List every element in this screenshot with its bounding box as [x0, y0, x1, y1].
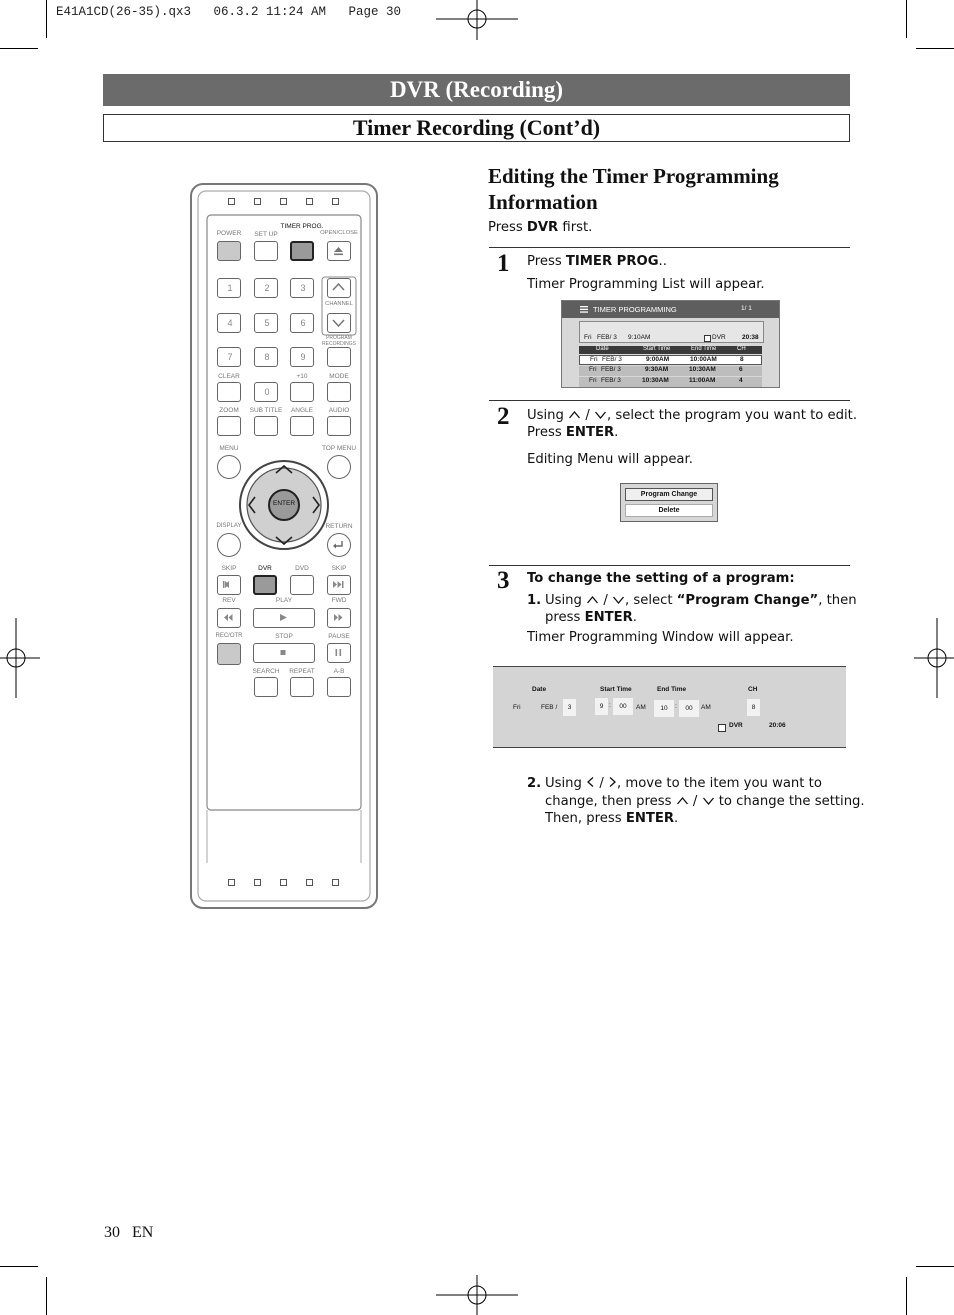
step3-sub1-text — [545, 592, 857, 610]
audio-button[interactable] — [327, 416, 351, 436]
clear-label: CLEAR — [218, 373, 240, 380]
page-language: EN — [132, 1224, 154, 1241]
fast-forward-icon — [328, 609, 349, 626]
timer-programming-window — [493, 666, 846, 748]
registration-mark-left — [0, 618, 40, 698]
cursor-down-icon — [594, 410, 607, 419]
menu-label: MENU — [219, 445, 239, 452]
divider — [489, 400, 850, 401]
dvr-indicator-icon — [704, 335, 711, 342]
row-end: 10:00AM — [690, 356, 717, 363]
sub1-select: , select — [624, 593, 677, 608]
dvr-indicator-icon — [718, 724, 726, 732]
number-label: 8 — [264, 352, 270, 362]
row-ch: 6 — [739, 366, 743, 373]
sub1-using: Using — [545, 593, 582, 608]
crop-mark — [0, 1266, 38, 1267]
ir-window-dot — [228, 198, 235, 205]
row-end: 10:30AM — [689, 366, 716, 373]
timer-prog-label: TIMER PROG. — [280, 223, 324, 230]
power-label: POWER — [216, 230, 242, 237]
col-ch: CH — [737, 346, 746, 352]
ir-window-dot — [280, 198, 287, 205]
dvd-button[interactable] — [290, 575, 314, 595]
ir-window-dot — [254, 198, 261, 205]
program-change-menu-item[interactable]: Program Change — [625, 488, 713, 501]
ir-window-dot — [280, 879, 287, 886]
open-close-label: OPEN/CLOSE — [320, 230, 358, 236]
stop-label: STOP — [275, 633, 293, 640]
step3-sub2-num: 2. — [527, 776, 542, 791]
number-3-button[interactable] — [290, 278, 314, 298]
table-row[interactable] — [579, 355, 762, 365]
eject-icon — [328, 242, 349, 259]
start-hour-field[interactable]: 9 — [595, 698, 608, 715]
row-start: 10:30AM — [642, 377, 669, 384]
pause-icon — [328, 644, 349, 661]
remote-control-illustration — [190, 183, 378, 909]
top-menu-label: TOP MENU — [321, 445, 357, 452]
row-ch: 8 — [740, 356, 744, 363]
program-recordings-label: PROGRAM RECORDINGS — [322, 335, 356, 347]
list-header-row — [579, 346, 762, 354]
ab-button[interactable] — [327, 677, 351, 697]
audio-label: AUDIO — [328, 407, 350, 414]
current-day: Fri — [584, 334, 592, 341]
window-month: FEB / — [541, 704, 558, 711]
section-banner: DVR (Recording) — [103, 74, 850, 106]
number-8-button[interactable] — [254, 347, 278, 367]
ir-window-dot — [228, 879, 235, 886]
rec-otr-label: REC/OTR — [215, 633, 243, 639]
step-number: 3 — [497, 567, 510, 594]
step3-sub2-line2 — [545, 793, 865, 811]
number-1-button[interactable] — [217, 278, 241, 298]
cursor-up-icon — [586, 595, 599, 604]
crop-mark — [906, 1277, 907, 1315]
sub1-dot: . — [632, 610, 637, 625]
cursor-down-icon — [702, 796, 715, 805]
editing-menu — [620, 483, 718, 522]
col-date: Date — [596, 346, 609, 352]
current-mode: DVR — [712, 334, 726, 341]
channel-down-button[interactable] — [327, 313, 351, 333]
dvd-label: DVD — [295, 565, 309, 572]
cursor-up-icon — [676, 796, 689, 805]
sub2-move: , move to the item you want to — [616, 776, 822, 791]
step2-note: Editing Menu will appear. — [527, 452, 693, 467]
ir-window-dot — [332, 198, 339, 205]
current-time: 9:10AM — [628, 334, 651, 341]
play-label: PLAY — [275, 597, 293, 604]
page-footer — [104, 1224, 153, 1242]
number-label: 1 — [227, 283, 233, 293]
row-day: Fri — [590, 356, 598, 363]
plus10-label: +10 — [296, 373, 308, 380]
window-col-start: Start Time — [600, 686, 632, 693]
ir-window-dot — [306, 198, 313, 205]
screen-title: TIMER PROGRAMMING — [593, 305, 677, 314]
pause-label: PAUSE — [328, 633, 350, 640]
mode-button[interactable] — [327, 382, 351, 402]
step2-press-pre: Press — [527, 425, 566, 440]
skip-back-button[interactable] — [217, 575, 241, 595]
step2-instruction — [527, 407, 857, 425]
skip-forward-icon — [328, 576, 349, 593]
window-day: Fri — [513, 704, 521, 711]
number-label: 3 — [300, 283, 306, 293]
step1-press-bold: TIMER PROG — [565, 254, 659, 269]
screen-title-bar — [562, 301, 779, 318]
crop-mark — [46, 0, 47, 38]
end-colon: : — [675, 703, 677, 710]
step3-sub2-line1 — [545, 775, 822, 793]
current-clock: 20:38 — [742, 334, 759, 341]
step2-select: , select the program you want to edit. — [606, 408, 858, 423]
sub2-to: to change the setting. — [714, 794, 865, 809]
number-9-button[interactable] — [290, 347, 314, 367]
dvr-button[interactable] — [253, 575, 277, 595]
step3-sub1-num: 1. — [527, 593, 542, 608]
fwd-label: FWD — [331, 597, 347, 604]
number-6-button[interactable] — [290, 313, 314, 333]
divider — [489, 247, 850, 248]
sub1-enter: ENTER — [584, 610, 633, 625]
delete-menu-item[interactable]: Delete — [625, 504, 713, 517]
ir-window-dot — [306, 879, 313, 886]
col-end-time: End Time — [691, 346, 717, 352]
chevron-up-icon — [328, 279, 349, 296]
window-col-ch: CH — [748, 686, 758, 693]
timer-programming-list-screen — [561, 300, 780, 388]
channel-up-button[interactable] — [327, 278, 351, 298]
row-date: FEB/ 3 — [601, 377, 621, 384]
sub1-bold: “Program Change” — [676, 593, 819, 608]
menu-button[interactable] — [217, 455, 241, 479]
row-start: 9:30AM — [645, 366, 669, 373]
ir-window-dot — [254, 879, 261, 886]
window-mode: DVR — [729, 722, 743, 729]
sub2-then: Then, press — [545, 811, 626, 826]
step3-sub2-line3 — [545, 810, 678, 828]
channel-field[interactable]: 8 — [747, 699, 760, 716]
sub1-sep: / — [603, 593, 608, 608]
step2-press-bold: ENTER — [565, 425, 615, 440]
row-start: 9:00AM — [646, 356, 670, 363]
number-5-button[interactable] — [254, 313, 278, 333]
section-title-line1: Editing the Timer Programming — [488, 164, 779, 188]
date-field[interactable]: 3 — [563, 699, 576, 716]
setup-button[interactable] — [254, 241, 278, 261]
search-button[interactable] — [254, 677, 278, 697]
cursor-down-button[interactable] — [264, 529, 304, 551]
stop-button[interactable] — [253, 643, 315, 663]
number-label: 9 — [300, 352, 306, 362]
intro-post: first. — [558, 220, 593, 235]
number-label: 5 — [264, 318, 270, 328]
intro-text — [488, 219, 592, 237]
sub2-enter: ENTER — [625, 811, 675, 826]
power-button[interactable] — [217, 241, 241, 261]
dvr-label: DVR — [258, 565, 272, 572]
sub2-dot: . — [674, 811, 679, 826]
step2-press — [527, 424, 618, 442]
registration-mark-bottom — [436, 1275, 518, 1315]
step2-sep: / — [585, 408, 590, 423]
current-date: FEB/ 3 — [597, 334, 617, 341]
cursor-left-button[interactable] — [242, 485, 264, 525]
window-clock: 20:06 — [769, 722, 786, 729]
step3-heading: To change the setting of a program: — [527, 571, 795, 586]
cursor-up-icon — [568, 410, 581, 419]
step2-press-post: . — [614, 425, 619, 440]
end-minute-field[interactable]: 00 — [679, 700, 699, 717]
section-title-line2: Information — [488, 190, 598, 214]
skip-back-label: SKIP — [221, 565, 237, 572]
col-start-time: Start Time — [643, 346, 671, 352]
end-ampm: AM — [701, 704, 711, 711]
ab-label: A-B — [333, 668, 345, 675]
subtitle-button[interactable] — [254, 416, 278, 436]
search-label: SEARCH — [252, 668, 280, 675]
number-label: 6 — [300, 318, 306, 328]
row-ch: 4 — [739, 377, 743, 384]
step1-note: Timer Programming List will appear. — [527, 277, 765, 292]
screen-page: 1/ 1 — [741, 305, 752, 312]
program-recordings-button[interactable] — [327, 347, 351, 367]
number-0-button[interactable] — [254, 382, 278, 402]
page-number: 30 — [104, 1224, 120, 1241]
angle-label: ANGLE — [290, 407, 314, 414]
channel-label: CHANNEL — [325, 301, 353, 307]
play-button[interactable] — [253, 608, 315, 628]
number-label: 4 — [227, 318, 233, 328]
stop-icon — [254, 644, 313, 661]
row-day: Fri — [589, 366, 597, 373]
clear-button[interactable] — [217, 382, 241, 402]
step1-instruction — [527, 253, 667, 271]
plus10-button[interactable] — [290, 382, 314, 402]
step-number: 2 — [497, 403, 510, 430]
timer-prog-button[interactable] — [290, 241, 314, 261]
zoom-label: ZOOM — [219, 407, 239, 414]
number-7-button[interactable] — [217, 347, 241, 367]
crop-mark — [906, 0, 907, 38]
subsection-banner: Timer Recording (Cont’d) — [103, 114, 850, 142]
step1-press-post: .. — [658, 254, 667, 269]
current-status-row — [579, 321, 764, 343]
cursor-left-icon — [586, 776, 595, 788]
sub2-change: change, then press — [545, 794, 672, 809]
ir-window-dot — [332, 879, 339, 886]
start-colon: : — [609, 702, 611, 709]
cursor-up-button[interactable] — [264, 459, 304, 481]
rewind-icon — [218, 609, 239, 626]
number-label: 7 — [227, 352, 233, 362]
end-hour-field[interactable]: 10 — [654, 700, 674, 717]
skip-forward-label: SKIP — [331, 565, 347, 572]
crop-mark — [0, 48, 38, 49]
step-number: 1 — [497, 250, 510, 277]
row-date: FEB/ 3 — [602, 356, 622, 363]
start-minute-field[interactable]: 00 — [613, 698, 633, 715]
number-4-button[interactable] — [217, 313, 241, 333]
registration-mark-top — [436, 0, 518, 40]
cursor-right-button[interactable] — [304, 485, 326, 525]
mode-label: MODE — [329, 373, 349, 380]
enter-button[interactable]: ENTER — [272, 500, 296, 507]
display-button[interactable] — [217, 533, 241, 557]
sub1-then: , then — [818, 593, 857, 608]
rec-otr-button[interactable] — [217, 643, 241, 665]
play-icon — [254, 609, 313, 626]
window-col-date: Date — [532, 686, 547, 693]
repeat-button[interactable] — [290, 677, 314, 697]
table-row[interactable] — [579, 366, 762, 376]
crop-mark — [916, 48, 954, 49]
skip-back-icon — [218, 576, 239, 593]
sub2-sep: / — [599, 776, 604, 791]
table-row[interactable] — [579, 377, 762, 387]
setup-label: SET UP — [254, 231, 278, 238]
return-button[interactable] — [327, 533, 351, 557]
return-arrow-icon — [328, 534, 349, 555]
zoom-button[interactable] — [217, 416, 241, 436]
row-end: 11:00AM — [689, 377, 716, 384]
open-close-button[interactable] — [327, 241, 351, 261]
step3-sub1-press — [545, 609, 637, 627]
list-icon — [580, 306, 588, 313]
crop-mark — [46, 1277, 47, 1315]
step3-note: Timer Programming Window will appear. — [527, 630, 794, 645]
repeat-label: REPEAT — [289, 668, 315, 675]
sub2-sep2: / — [692, 794, 698, 809]
angle-button[interactable] — [290, 416, 314, 436]
step2-using: Using — [527, 408, 564, 423]
pause-button[interactable] — [327, 643, 351, 663]
sub2-using: Using — [545, 776, 582, 791]
sub1-press: press — [545, 610, 585, 625]
cursor-right-icon — [608, 776, 617, 788]
print-slug: E41A1CD(26-35).qx3 06.3.2 11:24 AM Page 30 — [56, 5, 402, 19]
section-title — [488, 163, 779, 215]
rev-label: REV — [222, 597, 236, 604]
intro-bold: DVR — [526, 220, 559, 235]
fwd-button[interactable] — [327, 608, 351, 628]
number-label: 2 — [264, 283, 270, 293]
display-label: DISPLAY — [216, 523, 242, 529]
number-2-button[interactable] — [254, 278, 278, 298]
row-day: Fri — [589, 377, 597, 384]
crop-mark — [916, 1266, 954, 1267]
skip-forward-button[interactable] — [327, 575, 351, 595]
return-label: RETURN — [325, 523, 353, 530]
window-col-end: End Time — [657, 686, 687, 693]
step1-press: Press — [527, 254, 566, 269]
chevron-down-icon — [328, 314, 349, 331]
number-label: 0 — [264, 387, 270, 397]
registration-mark-right — [914, 618, 954, 698]
rev-button[interactable] — [217, 608, 241, 628]
subtitle-label: SUB TITLE — [249, 407, 283, 414]
cursor-down-icon — [612, 595, 625, 604]
row-date: FEB/ 3 — [601, 366, 621, 373]
intro-pre: Press — [488, 220, 527, 235]
top-menu-button[interactable] — [327, 455, 351, 479]
start-ampm: AM — [636, 704, 646, 711]
divider — [489, 565, 850, 566]
